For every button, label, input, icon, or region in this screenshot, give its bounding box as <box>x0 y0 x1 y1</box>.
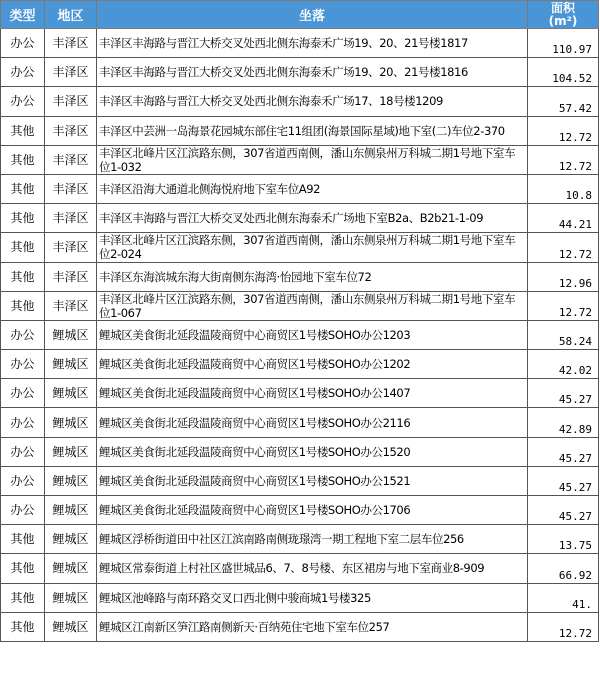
cell-size: 12.72 <box>528 233 599 262</box>
cell-size: 42.02 <box>528 350 599 379</box>
table-row <box>1 291 599 320</box>
table-row <box>1 437 599 466</box>
table-row <box>1 554 599 583</box>
cell-type: 办公 <box>1 320 45 349</box>
cell-location: 鲤城区浮桥街道田中社区江滨南路南侧珑璟湾一期工程地下室二层车位256 <box>97 525 528 554</box>
cell-area: 鲤城区 <box>45 496 97 525</box>
cell-location: 鲤城区美食街北延段温陵商贸中心商贸区1号楼SOHO办公1520 <box>97 437 528 466</box>
table-row <box>1 233 599 262</box>
cell-location: 鲤城区池峰路与南环路交叉口西北侧中骏商城1号楼325 <box>97 583 528 612</box>
cell-area: 鲤城区 <box>45 379 97 408</box>
cell-area: 丰泽区 <box>45 291 97 320</box>
cell-size: 66.92 <box>528 554 599 583</box>
cell-location: 鲤城区江南新区笋江路南侧新天·百纳苑住宅地下室车位257 <box>97 612 528 641</box>
cell-area: 丰泽区 <box>45 204 97 233</box>
cell-type: 其他 <box>1 174 45 203</box>
table-row <box>1 58 599 87</box>
cell-type: 其他 <box>1 525 45 554</box>
cell-area: 鲤城区 <box>45 612 97 641</box>
cell-type: 办公 <box>1 29 45 58</box>
cell-location: 鲤城区常泰街道上村社区盛世城品6、7、8号楼、东区裙房与地下室商业8-909 <box>97 554 528 583</box>
cell-type: 办公 <box>1 350 45 379</box>
cell-area: 鲤城区 <box>45 583 97 612</box>
cell-type: 其他 <box>1 583 45 612</box>
table-row <box>1 204 599 233</box>
cell-size: 12.72 <box>528 612 599 641</box>
header-type: 类型 <box>1 1 45 29</box>
cell-size: 12.96 <box>528 262 599 291</box>
cell-location: 鲤城区美食街北延段温陵商贸中心商贸区1号楼SOHO办公1521 <box>97 466 528 495</box>
cell-location: 丰泽区丰海路与晋江大桥交叉处西北侧东海泰禾广场17、18号楼1209 <box>97 87 528 116</box>
cell-area: 丰泽区 <box>45 116 97 145</box>
cell-location: 丰泽区丰海路与晋江大桥交叉处西北侧东海泰禾广场19、20、21号楼1816 <box>97 58 528 87</box>
cell-type: 办公 <box>1 58 45 87</box>
table-row <box>1 116 599 145</box>
table-row <box>1 320 599 349</box>
header-area: 地区 <box>45 1 97 29</box>
table-row <box>1 496 599 525</box>
table-row <box>1 145 599 174</box>
cell-location: 鲤城区美食街北延段温陵商贸中心商贸区1号楼SOHO办公1203 <box>97 320 528 349</box>
cell-size: 13.75 <box>528 525 599 554</box>
table-row <box>1 29 599 58</box>
cell-location: 丰泽区北峰片区江滨路东侧，307省道西南侧，潘山东侧泉州万科城二期1号地下室车位2-024 <box>97 233 528 262</box>
cell-area: 鲤城区 <box>45 525 97 554</box>
cell-type: 办公 <box>1 408 45 437</box>
header-location: 坐落 <box>97 1 528 29</box>
cell-type: 其他 <box>1 233 45 262</box>
cell-location: 丰泽区东海滨城东海大街南侧东海湾·怡园地下室车位72 <box>97 262 528 291</box>
cell-area: 丰泽区 <box>45 233 97 262</box>
cell-area: 鲤城区 <box>45 466 97 495</box>
cell-location: 丰泽区北峰片区江滨路东侧，307省道西南侧，潘山东侧泉州万科城二期1号地下室车位1-067 <box>97 291 528 320</box>
table-row <box>1 612 599 641</box>
cell-area: 丰泽区 <box>45 87 97 116</box>
cell-size: 44.21 <box>528 204 599 233</box>
cell-area: 丰泽区 <box>45 145 97 174</box>
cell-type: 其他 <box>1 554 45 583</box>
cell-size: 104.52 <box>528 58 599 87</box>
cell-size: 57.42 <box>528 87 599 116</box>
cell-size: 58.24 <box>528 320 599 349</box>
table-row <box>1 379 599 408</box>
cell-location: 丰泽区丰海路与晋江大桥交叉处西北侧东海泰禾广场地下室B2a、B2b21-1-09 <box>97 204 528 233</box>
cell-area: 丰泽区 <box>45 58 97 87</box>
cell-location: 鲤城区美食街北延段温陵商贸中心商贸区1号楼SOHO办公1706 <box>97 496 528 525</box>
cell-size: 12.72 <box>528 116 599 145</box>
cell-size: 41. <box>528 583 599 612</box>
cell-location: 丰泽区北峰片区江滨路东侧，307省道西南侧，潘山东侧泉州万科城二期1号地下室车位1-032 <box>97 145 528 174</box>
cell-location: 丰泽区沿海大通道北侧海悦府地下室车位A92 <box>97 174 528 203</box>
cell-type: 其他 <box>1 204 45 233</box>
table-row <box>1 174 599 203</box>
cell-size: 110.97 <box>528 29 599 58</box>
cell-area: 丰泽区 <box>45 262 97 291</box>
header-size-unit: (m²) <box>548 13 578 28</box>
cell-size: 45.27 <box>528 437 599 466</box>
cell-type: 办公 <box>1 466 45 495</box>
cell-type: 办公 <box>1 496 45 525</box>
header-size <box>528 1 599 29</box>
cell-area: 鲤城区 <box>45 554 97 583</box>
cell-size: 42.89 <box>528 408 599 437</box>
cell-type: 其他 <box>1 116 45 145</box>
cell-location: 丰泽区丰海路与晋江大桥交叉处西北侧东海泰禾广场19、20、21号楼1817 <box>97 29 528 58</box>
cell-size: 45.27 <box>528 466 599 495</box>
cell-size: 12.72 <box>528 145 599 174</box>
cell-area: 鲤城区 <box>45 437 97 466</box>
cell-size: 45.27 <box>528 496 599 525</box>
table-row <box>1 466 599 495</box>
cell-location: 鲤城区美食街北延段温陵商贸中心商贸区1号楼SOHO办公2116 <box>97 408 528 437</box>
cell-location: 丰泽区中芸洲一岛海景花园城东部住宅11组团(海景国际星域)地下室(二)车位2-370 <box>97 116 528 145</box>
cell-type: 其他 <box>1 262 45 291</box>
cell-size: 12.72 <box>528 291 599 320</box>
cell-area: 鲤城区 <box>45 320 97 349</box>
cell-type: 办公 <box>1 437 45 466</box>
cell-area: 鲤城区 <box>45 408 97 437</box>
cell-area: 丰泽区 <box>45 174 97 203</box>
cell-type: 办公 <box>1 379 45 408</box>
cell-type: 其他 <box>1 291 45 320</box>
table-row <box>1 408 599 437</box>
header-row <box>1 1 599 29</box>
cell-type: 办公 <box>1 87 45 116</box>
cell-size: 45.27 <box>528 379 599 408</box>
table-row <box>1 583 599 612</box>
cell-area: 丰泽区 <box>45 29 97 58</box>
header-size-label: 面积 <box>550 0 575 15</box>
cell-location: 鲤城区美食街北延段温陵商贸中心商贸区1号楼SOHO办公1202 <box>97 350 528 379</box>
cell-type: 其他 <box>1 145 45 174</box>
table-body <box>1 29 599 642</box>
cell-area: 鲤城区 <box>45 350 97 379</box>
table-row <box>1 525 599 554</box>
cell-type: 其他 <box>1 612 45 641</box>
table-row <box>1 262 599 291</box>
cell-size: 10.8 <box>528 174 599 203</box>
table-row <box>1 350 599 379</box>
cell-location: 鲤城区美食街北延段温陵商贸中心商贸区1号楼SOHO办公1407 <box>97 379 528 408</box>
table-row <box>1 87 599 116</box>
